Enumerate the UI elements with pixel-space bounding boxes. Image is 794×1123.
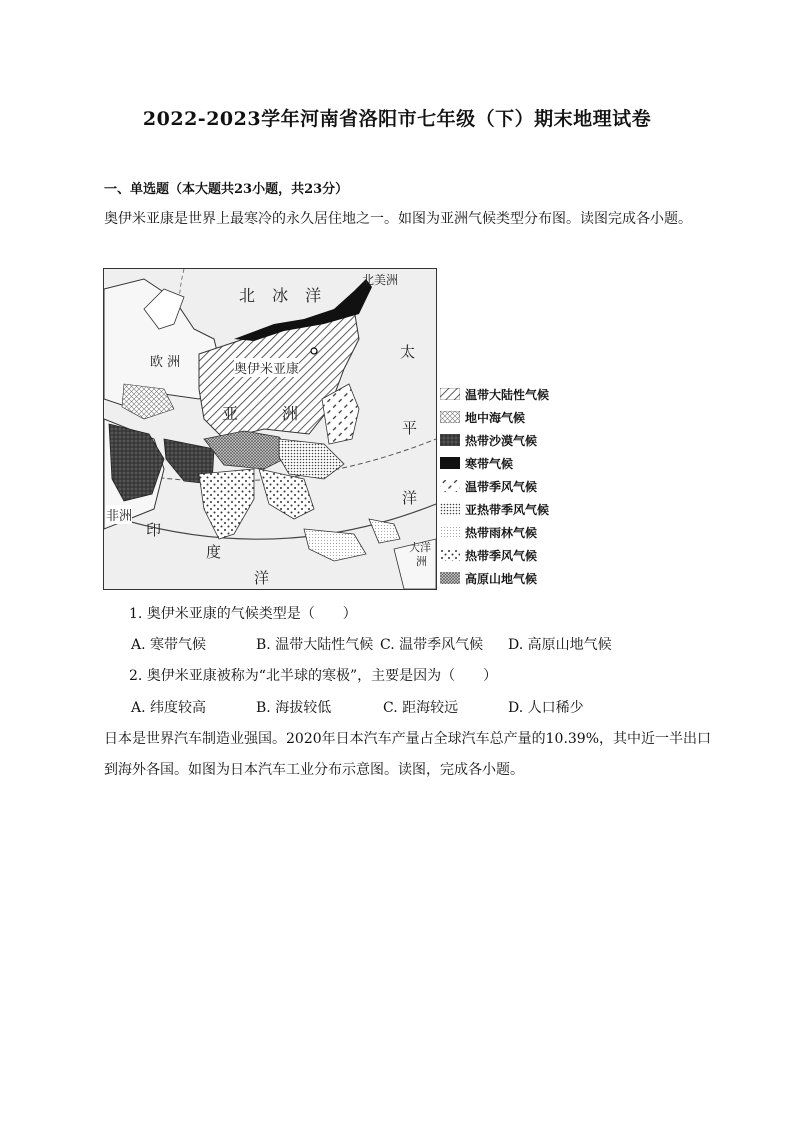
q1-option-c[interactable]: C. 温带季风气候: [380, 637, 484, 653]
q2-option-c[interactable]: C. 距海较远: [383, 700, 459, 716]
solid-black-icon: [440, 457, 460, 469]
question-1-stem: 1. 奥伊米亚康的气候类型是（ ）: [129, 606, 357, 622]
dense-dots-icon: [440, 503, 460, 515]
label-africa: 非洲: [106, 505, 132, 524]
intro-paragraph-2-line-1: 日本是世界汽车制造业强国。2020年日本汽车产量占全球汽车总产量的10.39%，其中近一半出口: [104, 731, 712, 747]
legend-label: 亚热带季风气候: [465, 503, 550, 517]
fine-dots-icon: [440, 526, 460, 538]
section-heading: 一、单选题（本大题共23小题，共23分）: [104, 182, 349, 197]
q1-option-b[interactable]: B. 温带大陆性气候: [256, 637, 374, 653]
q2-option-b[interactable]: B. 海拔较低: [256, 700, 332, 716]
page-title: 2022-2023学年河南省洛阳市七年级（下）期末地理试卷: [142, 108, 652, 130]
intro-paragraph-1: 奥伊米亚康是世界上最寒冷的永久居住地之一。如图为亚洲气候类型分布图。读图完成各小题。: [104, 211, 692, 227]
label-indian-2: 度: [206, 543, 222, 561]
cross-dots-icon: [440, 411, 460, 423]
asia-climate-map: [103, 268, 437, 590]
question-2-stem: 2. 奥伊米亚康被称为“北半球的寒极”，主要是因为（ ）: [129, 668, 498, 684]
label-europe: 欧 洲: [150, 355, 181, 370]
label-asia-2: 洲: [282, 404, 299, 423]
legend-label: 高原山地气候: [465, 572, 538, 586]
legend-label: 地中海气候: [465, 411, 526, 425]
label-arctic-ocean: 北 冰 洋: [239, 286, 328, 305]
short-dashes-icon: [440, 480, 460, 492]
label-oymyakon: 奥伊米亚康: [234, 358, 299, 377]
diagonal-hatch-icon: [440, 388, 460, 400]
label-oceania-1: 大洋: [409, 541, 431, 554]
intro-paragraph-2-line-2: 到海外各国。如图为日本汽车工业分布示意图。读图，完成各小题。: [104, 762, 524, 778]
legend-label: 热带季风气候: [465, 549, 538, 563]
q1-option-a[interactable]: A. 寒带气候: [131, 637, 207, 653]
legend-label: 寒带气候: [465, 457, 514, 471]
label-indian-3: 洋: [254, 569, 270, 587]
dark-stipple-icon: [440, 572, 460, 584]
label-asia-1: 亚: [222, 404, 239, 423]
label-pacific-3: 洋: [402, 489, 418, 507]
map-drawing: [104, 269, 436, 589]
legend-label: 温带季风气候: [465, 480, 538, 494]
label-oceania-2: 洲: [416, 555, 427, 568]
legend-label: 温带大陆性气候: [465, 388, 550, 402]
label-north-america: 北美洲: [362, 273, 399, 287]
label-pacific-1: 太: [400, 343, 416, 361]
q2-option-a[interactable]: A. 纬度较高: [131, 700, 207, 716]
dark-grid-icon: [440, 434, 460, 446]
q2-option-d[interactable]: D. 人口稀少: [508, 700, 584, 716]
q1-option-d[interactable]: D. 高原山地气候: [508, 637, 612, 653]
legend-label: 热带雨林气候: [465, 526, 538, 540]
label-pacific-2: 平: [402, 419, 418, 437]
sparse-dots-icon: [440, 549, 460, 561]
label-indian-1: 印: [146, 521, 162, 539]
legend-label: 热带沙漠气候: [465, 434, 538, 448]
